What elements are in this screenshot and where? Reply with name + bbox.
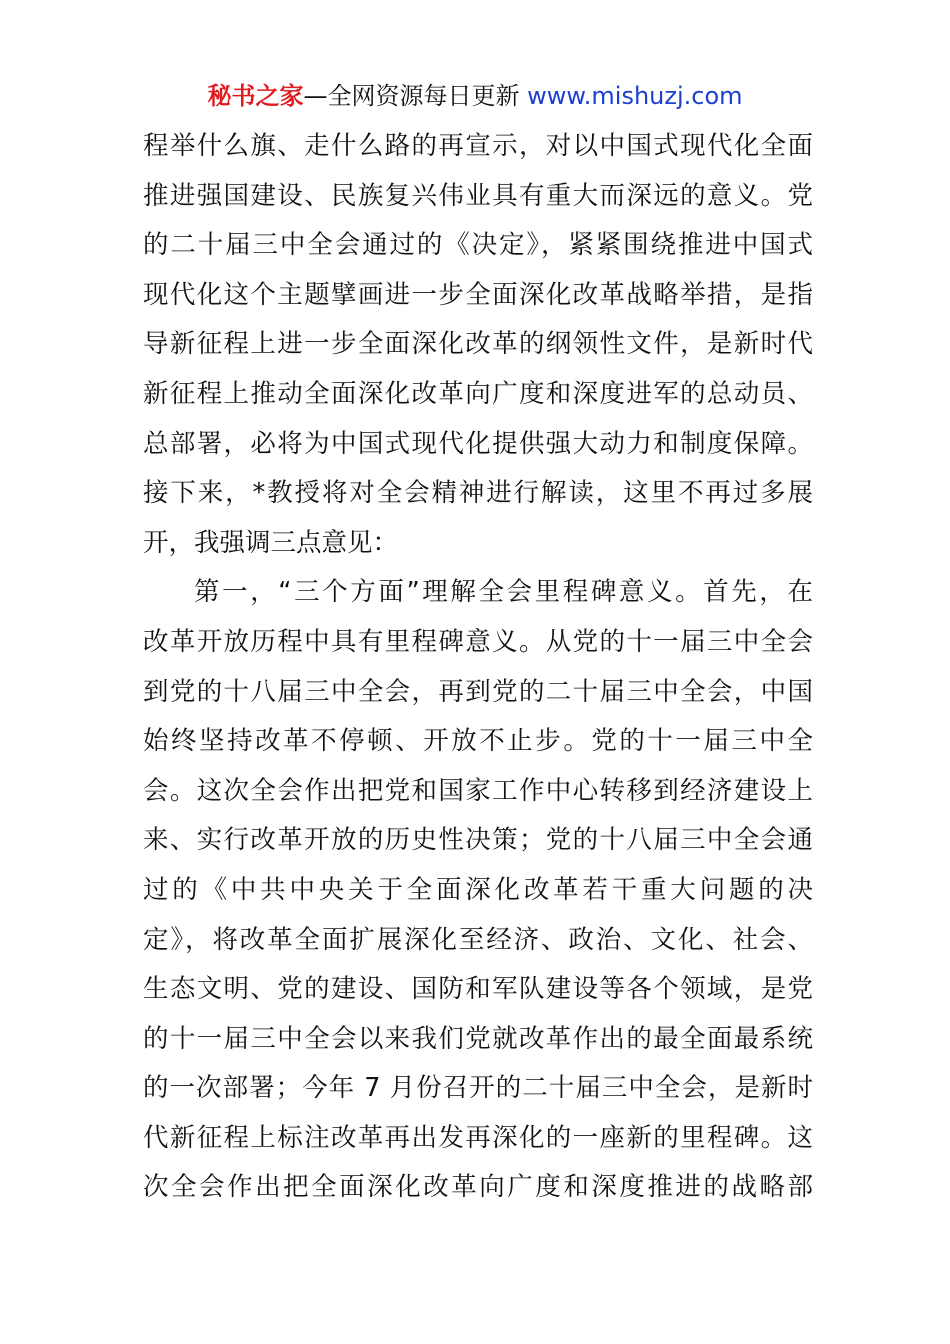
site-tagline: —全网资源每日更新 (303, 82, 528, 110)
text-line: 推进强国建设、民族复兴伟业具有重大而深远的意义。党 (143, 180, 813, 211)
text-line: 会。这次全会作出把党和国家工作中心转移到经济建设上 (143, 775, 813, 806)
text-line: 到党的十八届三中全会，再到党的二十届三中全会，中国 (143, 676, 813, 707)
text-line: 现代化这个主题擘画进一步全面深化改革战略举措，是指 (143, 279, 813, 310)
site-url: www.mishuzj.com (527, 82, 743, 110)
text-line: 新征程上推动全面深化改革向广度和深度进军的总动员、 (143, 378, 813, 409)
text-line: 次全会作出把全面深化改革向广度和深度推进的战略部 (143, 1172, 813, 1203)
text-line: 生态文明、党的建设、国防和军队建设等各个领域，是党 (143, 974, 813, 1005)
text-line: 定》，将改革全面扩展深化至经济、政治、文化、社会、 (143, 924, 813, 955)
page-header (0, 80, 950, 112)
text-line: 的一次部署；今年 7 月份召开的二十届三中全会，是新时 (143, 1073, 813, 1104)
text-line: 过的《中共中央关于全面深化改革若干重大问题的决 (143, 874, 813, 905)
document-body (143, 122, 813, 1213)
site-brand: 秘书之家 (207, 82, 304, 110)
text-line: 第一，“三个方面”理解全会里程碑意义。首先，在 (194, 577, 813, 608)
text-line: 代新征程上标注改革再出发再深化的一座新的里程碑。这 (143, 1122, 813, 1153)
text-line: 始终坚持改革不停顿、开放不止步。党的十一届三中全 (143, 726, 813, 757)
text-line: 导新征程上进一步全面深化改革的纲领性文件，是新时代 (143, 329, 813, 360)
text-line: 来、实行改革开放的历史性决策；党的十八届三中全会通 (143, 825, 813, 856)
text-line: 的二十届三中全会通过的《决定》，紧紧围绕推进中国式 (143, 230, 813, 261)
text-line: 程举什么旗、走什么路的再宣示，对以中国式现代化全面 (143, 131, 813, 161)
text-line: 改革开放历程中具有里程碑意义。从党的十一届三中全会 (143, 626, 813, 657)
text-line: 总部署，必将为中国式现代化提供强大动力和制度保障。 (143, 428, 813, 459)
text-line: 的十一届三中全会以来我们党就改革作出的最全面最系统 (143, 1023, 813, 1054)
text-line: 接下来，*教授将对全会精神进行解读，这里不再过多展 (143, 478, 813, 509)
text-line: 开，我强调三点意见： (143, 527, 399, 558)
